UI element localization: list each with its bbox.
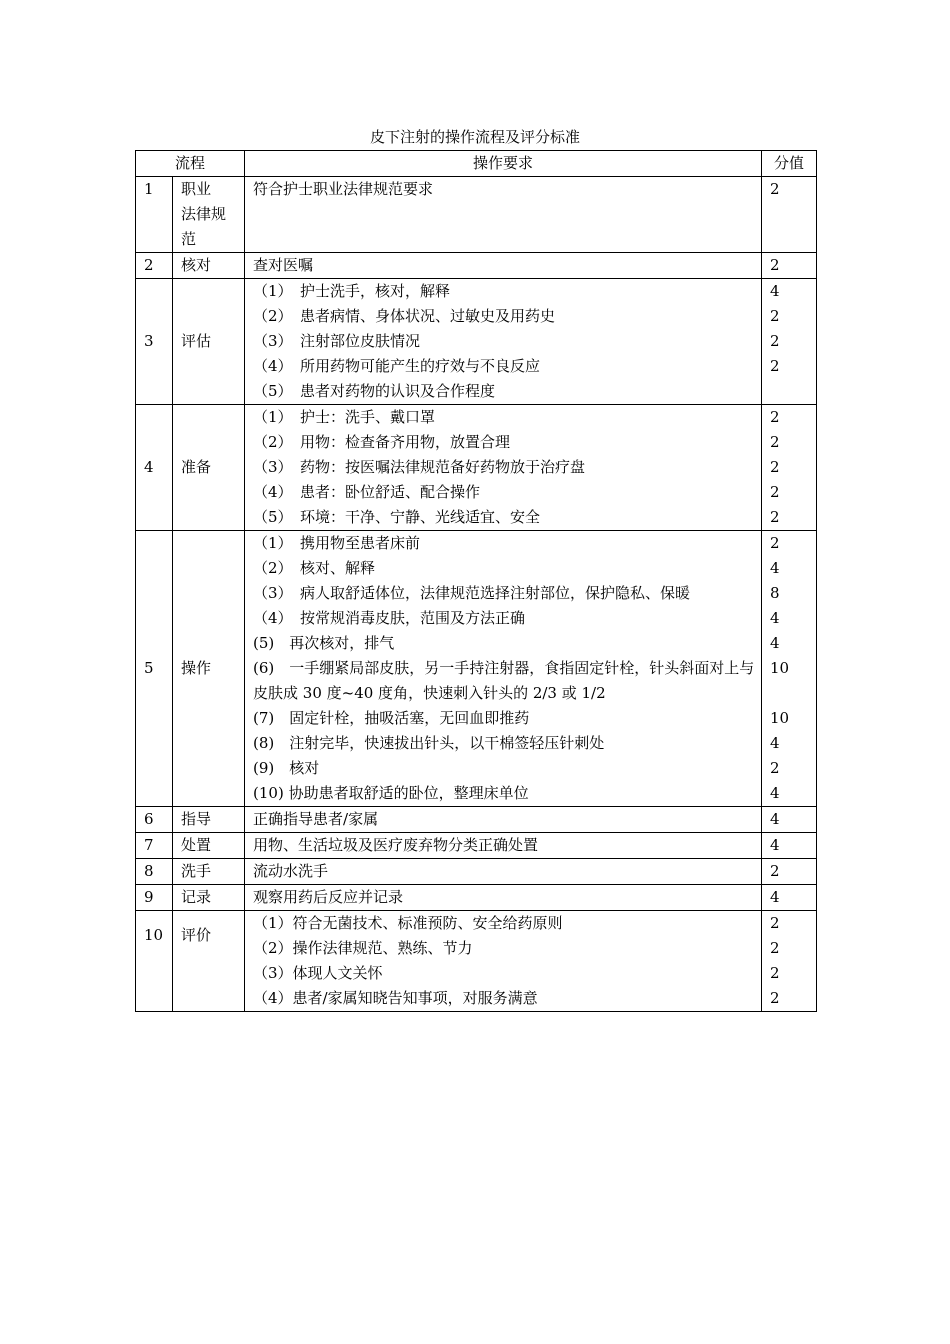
requirement-cell: 查对医嘱 (245, 253, 762, 279)
score-cell: 2 (762, 253, 817, 279)
row-number: 3 (136, 279, 173, 405)
score-cell: 4 (762, 807, 817, 833)
requirement-cell: 用物、生活垃圾及医疗废弃物分类正确处置 (245, 833, 762, 859)
table-row (136, 833, 817, 859)
table-row (136, 911, 817, 1012)
process-name: 评价 (173, 911, 245, 1012)
process-name: 职业 法律规 范 (173, 177, 245, 253)
row-number: 10 (136, 911, 173, 1012)
requirement-cell: 正确指导患者/家属 (245, 807, 762, 833)
table-row (136, 885, 817, 911)
requirement-cell: 流动水洗手 (245, 859, 762, 885)
score-cell: 2 (762, 177, 817, 253)
process-name: 核对 (173, 253, 245, 279)
row-number: 9 (136, 885, 173, 911)
table-row (136, 253, 817, 279)
score-cell: 4 2 2 2 (762, 279, 817, 405)
score-cell: 2 (762, 859, 817, 885)
process-name: 记录 (173, 885, 245, 911)
score-cell: 2 4 8 4 4 10 10 4 2 4 (762, 531, 817, 807)
header-process: 流程 (136, 151, 245, 177)
requirement-cell: （1）符合无菌技术、标准预防、安全给药原则 （2）操作法律规范、熟练、节力 （3）体现人文关怀 （4）患者/家属知晓告知事项，对服务满意 (245, 911, 762, 1012)
row-number: 5 (136, 531, 173, 807)
row-number: 7 (136, 833, 173, 859)
scoring-table (135, 150, 817, 1012)
requirement-cell: 观察用药后反应并记录 (245, 885, 762, 911)
requirement-cell: （1） 携用物至患者床前 （2） 核对、解释 （3） 病人取舒适体位，法律规范选择注射部位，保护隐私、保暖 （4） 按常规消毒皮肤，范围及方法正确 (5) 再次核对，排气 (6) 一手绷紧局部皮肤，另一手持注射器，食指固定针栓，针头斜面对上与皮肤成 30 度~40 度角，快速刺入针头的 2/3 或 1/2 (7) 固定针栓，抽吸活塞，无回血即推药 (8) 注射完毕，快速拔出针头，以干棉签轻压针刺处 (9) 核对 (10) 协助患者取舒适的卧位，整理床单位 (245, 531, 762, 807)
process-name: 处置 (173, 833, 245, 859)
table-row (136, 177, 817, 253)
process-name: 评估 (173, 279, 245, 405)
process-name: 准备 (173, 405, 245, 531)
process-name: 洗手 (173, 859, 245, 885)
table-row (136, 531, 817, 807)
requirement-cell: （1） 护士：洗手、戴口罩 （2） 用物：检查备齐用物，放置合理 （3） 药物：按医嘱法律规范备好药物放于治疗盘 （4） 患者：卧位舒适、配合操作 （5） 环境：干净、宁静、光线适宜、安全 (245, 405, 762, 531)
score-cell: 4 (762, 833, 817, 859)
table-header-row (136, 151, 817, 177)
page-title: 皮下注射的操作流程及评分标准 (369, 128, 580, 146)
table-row (136, 279, 817, 405)
header-requirement: 操作要求 (245, 151, 762, 177)
table-row (136, 859, 817, 885)
requirement-cell: （1） 护士洗手，核对，解释 （2） 患者病情、身体状况、过敏史及用药史 （3） 注射部位皮肤情况 （4） 所用药物可能产生的疗效与不良反应 （5） 患者对药物的认识及合作程度 (245, 279, 762, 405)
row-number: 8 (136, 859, 173, 885)
table-row (136, 807, 817, 833)
score-cell: 2 2 2 2 2 (762, 405, 817, 531)
table-row (136, 405, 817, 531)
process-name: 指导 (173, 807, 245, 833)
header-score: 分值 (762, 151, 817, 177)
row-number: 1 (136, 177, 173, 253)
row-number: 6 (136, 807, 173, 833)
row-number: 4 (136, 405, 173, 531)
requirement-cell: 符合护士职业法律规范要求 (245, 177, 762, 253)
process-name: 操作 (173, 531, 245, 807)
score-cell: 4 (762, 885, 817, 911)
row-number: 2 (136, 253, 173, 279)
score-cell: 2 2 2 2 (762, 911, 817, 1012)
